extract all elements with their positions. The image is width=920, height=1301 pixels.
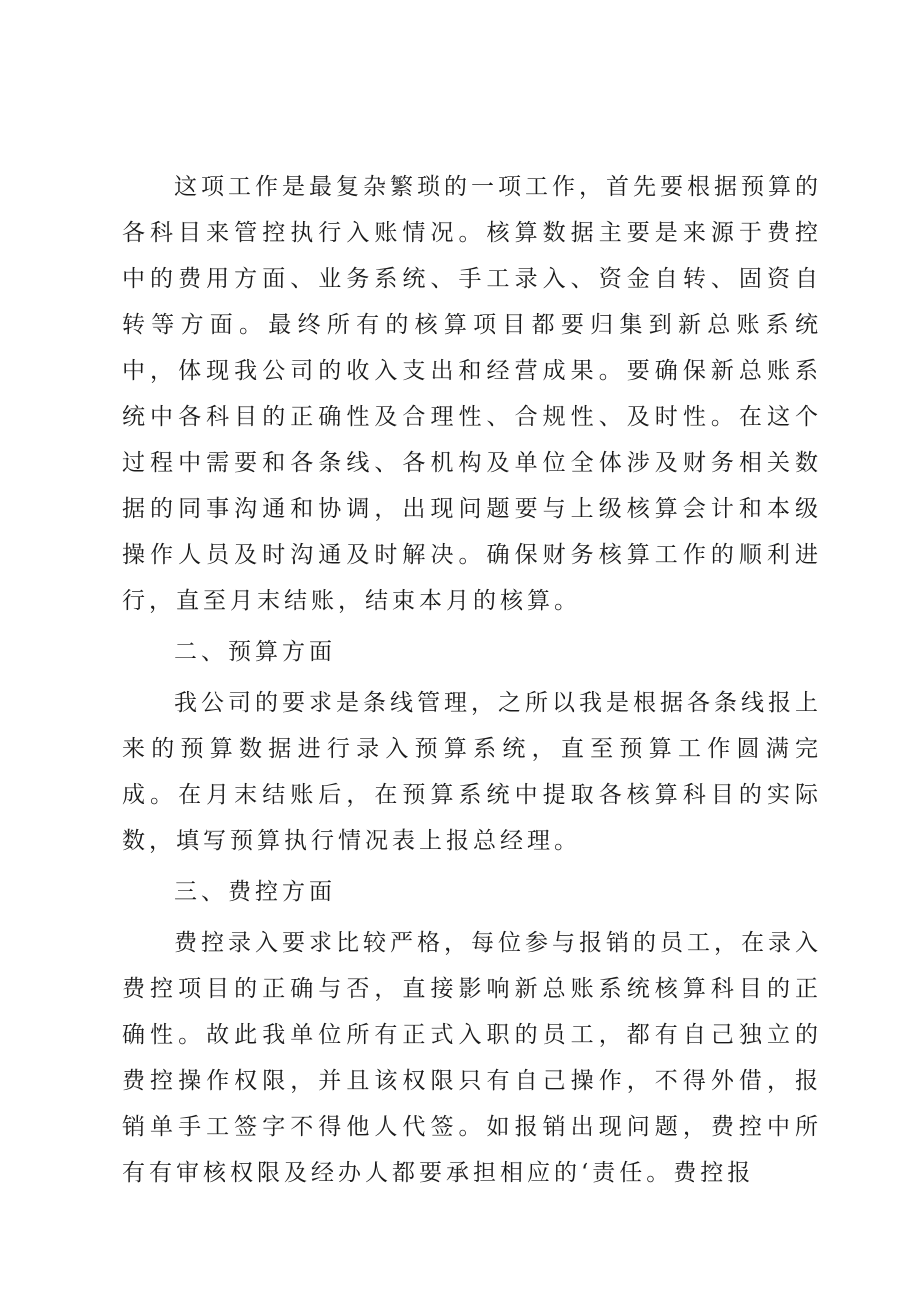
document-body: [122, 164, 822, 1196]
paragraph-accounting: 这项工作是最复杂繁琐的一项工作，首先要根据预算的各科目来管控执行入账情况。核算数据主要是来源于费控中的费用方面、业务系统、手工录入、资金自转、固资自转等方面。最终所有的核算项目都要归集到新总账系统中，体现我公司的收入支出和经营成果。要确保新总账系统中各科目的正确性及合理性、合规性、及时性。在这个过程中需要和各条线、各机构及单位全体涉及财务相关数据的同事沟通和协调，出现问题要与上级核算会计和本级操作人员及时沟通及时解决。确保财务核算工作的顺利进行，直至月末结账，结束本月的核算。: [122, 174, 822, 614]
paragraph-budget: 我公司的要求是条线管理，之所以我是根据各条线报上来的预算数据进行录入预算系统，直至预算工作圆满完成。在月末结账后，在预算系统中提取各核算科目的实际数，填写预算执行情况表上报总经理。: [122, 690, 822, 854]
section-heading-expense-control: 三、费控方面: [174, 879, 336, 905]
section-heading-budget: 二、预算方面: [174, 639, 336, 665]
paragraph-expense-control: 费控录入要求比较严格，每位参与报销的员工，在录入费控项目的正确与否，直接影响新总账系统核算科目的正确性。故此我单位所有正式入职的员工，都有自己独立的费控操作权限，并且该权限只有自己操作，不得外借，报销单手工签字不得他人代签。如报销出现问题，费控中所有有审核权限及经办人都要承担相应的‘责任。费控报: [122, 930, 822, 1186]
